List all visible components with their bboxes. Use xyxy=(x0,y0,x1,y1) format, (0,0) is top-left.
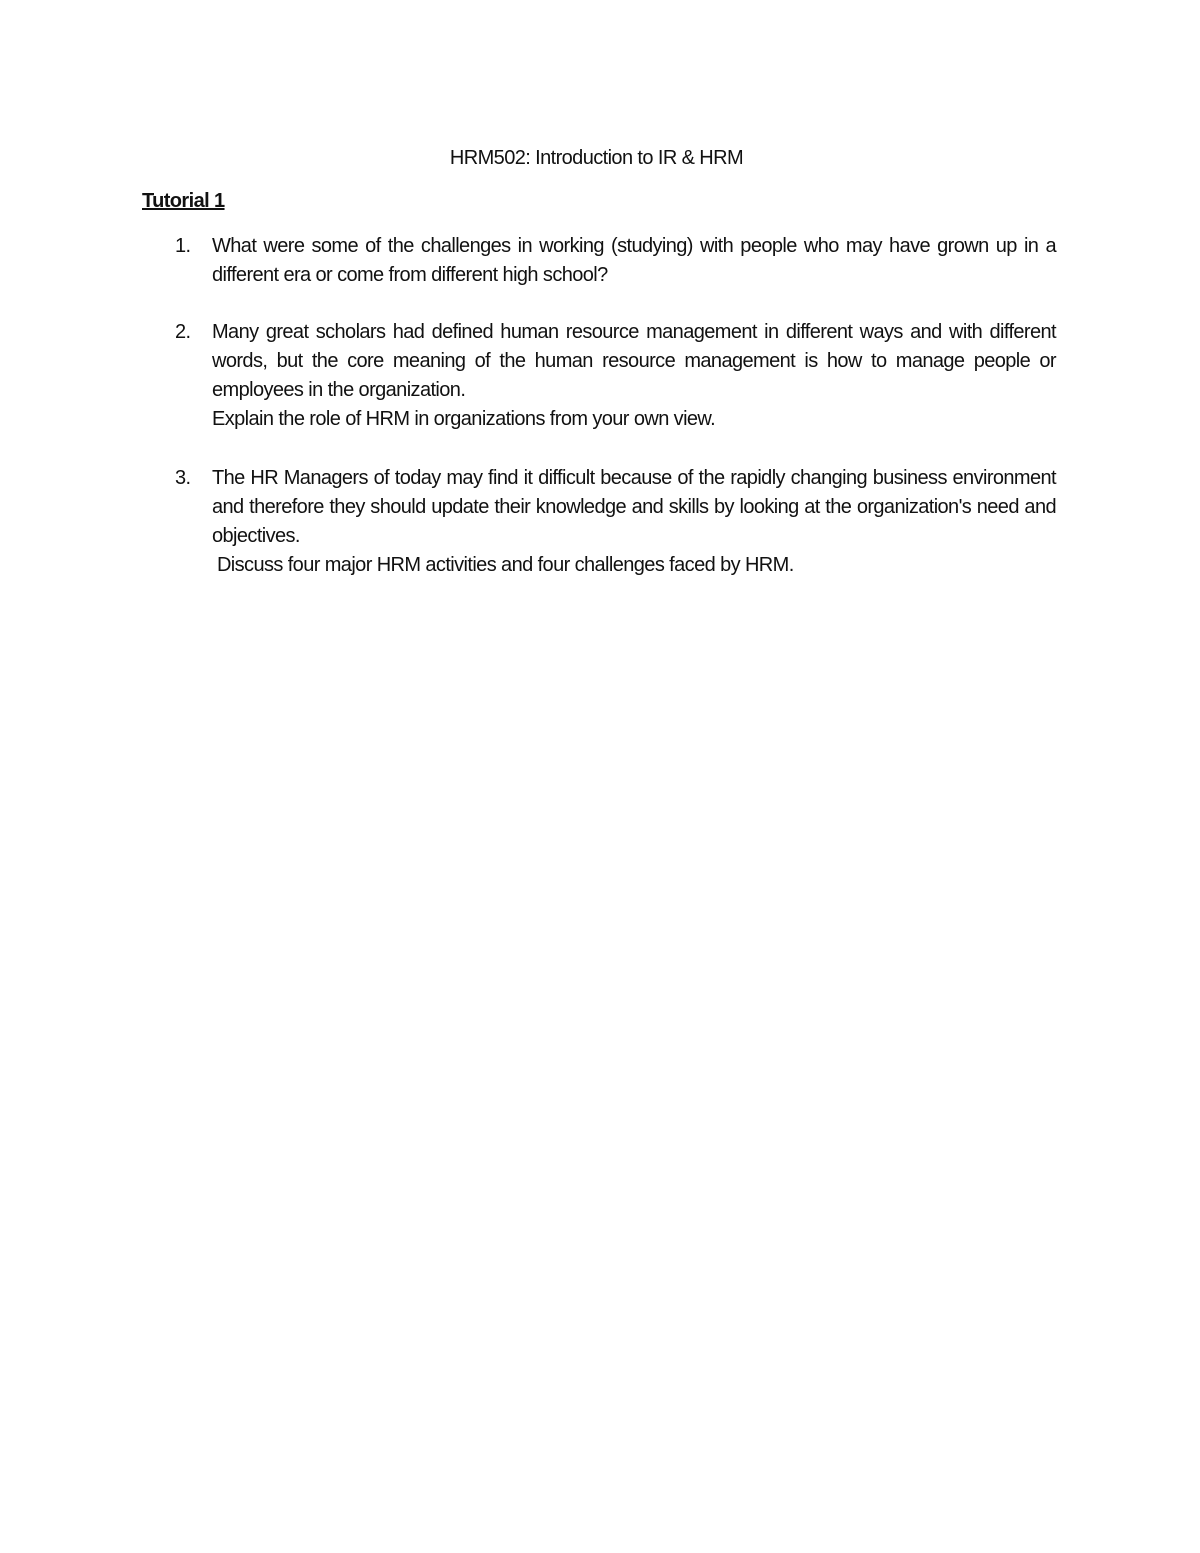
question-text-block xyxy=(212,464,1056,580)
question-item-3 xyxy=(175,464,1056,580)
question-instruction: Discuss four major HRM activities and four challenges faced by HRM. xyxy=(212,554,794,576)
question-item-2 xyxy=(175,318,1056,434)
question-text: What were some of the challenges in working (studying) with people who may have grown up in a different era or come from different high school? xyxy=(212,235,1056,286)
question-text-block xyxy=(212,232,1056,290)
question-number: 2. xyxy=(175,321,191,343)
document-title: HRM502: Introduction to IR & HRM xyxy=(449,147,744,169)
question-item-1 xyxy=(175,232,1056,290)
question-text: Many great scholars had defined human resource management in different ways and with different words, but the core meaning of the human resource management is how to manage people or employees in the organization. xyxy=(212,321,1056,401)
question-number: 1. xyxy=(175,235,191,257)
question-number: 3. xyxy=(175,467,191,489)
tutorial-heading: Tutorial 1 xyxy=(142,190,225,212)
question-text: The HR Managers of today may find it difficult because of the rapidly changing business environment and therefore they should update their knowledge and skills by looking at the organization's need and objectives. xyxy=(212,467,1056,547)
question-instruction: Explain the role of HRM in organizations from your own view. xyxy=(212,408,716,430)
question-text-block xyxy=(212,318,1056,434)
